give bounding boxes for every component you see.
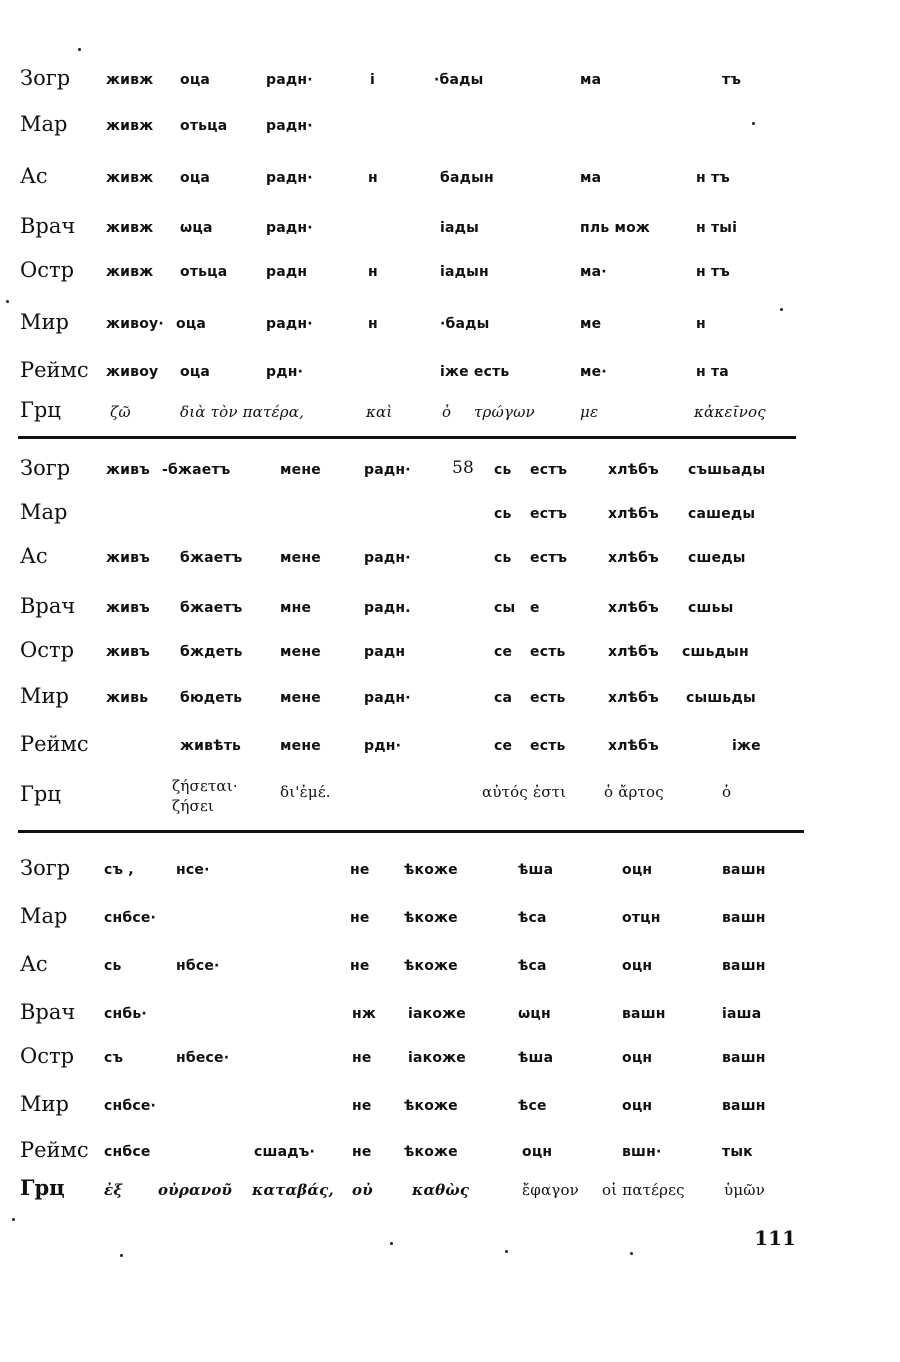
cell: ὁ <box>442 403 452 421</box>
table-row <box>0 952 900 1000</box>
scan-speck <box>6 300 9 303</box>
table-row <box>0 1175 900 1224</box>
row-label: Остр <box>20 1044 75 1068</box>
scan-speck <box>780 308 783 311</box>
cell: ѣкоже <box>404 862 458 878</box>
cell: тык <box>722 1144 753 1160</box>
cell: радн· <box>266 170 313 186</box>
cell: хлѣбъ <box>608 462 659 478</box>
cell: оцн <box>622 958 653 974</box>
cell: вашн <box>722 1098 766 1114</box>
divider <box>18 830 804 833</box>
cell: нбесе· <box>176 1050 230 1066</box>
cell: вашн <box>722 1050 766 1066</box>
cell: ѣкоже <box>404 910 458 926</box>
cell: не <box>352 1144 372 1160</box>
cell: отьца <box>180 264 228 280</box>
cell: бжаетъ <box>180 600 243 616</box>
row-label: Остр <box>20 638 75 662</box>
cell: естъ <box>530 462 568 478</box>
cell: живж <box>106 264 154 280</box>
row-label: Реймс <box>20 358 89 382</box>
cell: ἔφαγον <box>522 1181 579 1199</box>
cell: ме <box>580 316 602 332</box>
table-row <box>0 310 900 358</box>
cell: -бжаетъ <box>162 462 231 478</box>
cell: не <box>350 862 370 878</box>
cell: οὐ <box>352 1181 373 1199</box>
cell: мене <box>280 690 321 706</box>
cell: вашн <box>622 1006 666 1022</box>
cell: се <box>494 738 513 754</box>
cell: καταβάς, <box>252 1181 334 1199</box>
cell: оца <box>180 364 211 380</box>
cell: мене <box>280 644 321 660</box>
cell: съ , <box>104 862 134 878</box>
table-row <box>0 66 900 114</box>
cell: ἐξ <box>104 1181 123 1199</box>
cell: бжаетъ <box>180 550 243 566</box>
cell: сь <box>494 462 512 478</box>
cell: н <box>368 264 378 280</box>
row-label: Мир <box>20 684 69 708</box>
cell: іакоже <box>408 1006 466 1022</box>
divider <box>18 436 796 439</box>
cell: ѣсе <box>518 1098 547 1114</box>
cell: н тъ <box>696 264 730 280</box>
row-label: Зогр <box>20 66 71 90</box>
table-row <box>0 544 900 592</box>
scan-speck <box>12 1218 15 1221</box>
cell: живѣть <box>180 738 242 754</box>
cell: нж <box>352 1006 377 1022</box>
cell: ζῶ <box>110 403 131 421</box>
cell: радн· <box>266 220 313 236</box>
row-label: Остр <box>20 258 75 282</box>
table-row <box>0 1000 900 1048</box>
cell: оца <box>180 72 211 88</box>
cell: сы <box>494 600 516 616</box>
cell: με <box>580 403 599 421</box>
cell: не <box>350 958 370 974</box>
cell: оцн <box>522 1144 553 1160</box>
scan-speck <box>390 1242 393 1245</box>
table-row <box>0 684 900 732</box>
cell: радн· <box>364 550 411 566</box>
row-label: Грц <box>20 782 61 806</box>
cell: отьца <box>180 118 228 134</box>
cell: хлѣбъ <box>608 738 659 754</box>
cell: есть <box>530 690 566 706</box>
cell: ѣша <box>518 1050 554 1066</box>
cell: радн· <box>364 462 411 478</box>
cell: іже есть <box>440 364 510 380</box>
scan-speck <box>752 122 755 125</box>
row-label: Ас <box>20 164 48 188</box>
row-label: Реймс <box>20 1138 89 1162</box>
scan-speck <box>505 1250 508 1253</box>
cell: ·бады <box>434 72 484 88</box>
cell: живж <box>106 170 154 186</box>
cell: бждеть <box>180 644 243 660</box>
scan-speck <box>120 1254 123 1257</box>
cell: сшадъ· <box>254 1144 315 1160</box>
cell: живоу· <box>106 316 164 332</box>
cell: живъ <box>106 644 150 660</box>
table-row <box>0 776 900 820</box>
row-label: Мар <box>20 500 68 524</box>
cell: сь <box>104 958 122 974</box>
cell: рдн· <box>364 738 402 754</box>
row-label: Мар <box>20 904 68 928</box>
cell: ѣкоже <box>404 1098 458 1114</box>
cell: снбсе <box>104 1144 151 1160</box>
row-label: Врач <box>20 594 76 618</box>
table-row <box>0 1092 900 1140</box>
cell: вашн <box>722 958 766 974</box>
table-row <box>0 638 900 686</box>
cell: радн· <box>266 72 313 88</box>
cell: οἱ πατέρες <box>602 1181 685 1199</box>
cell: αὐτός ἐστι <box>482 783 567 801</box>
cell: мене <box>280 738 321 754</box>
table-row <box>0 164 900 212</box>
cell: καὶ <box>366 403 393 421</box>
cell: живж <box>106 118 154 134</box>
cell: бадын <box>440 170 494 186</box>
row-label: Мир <box>20 310 69 334</box>
cell: оца <box>180 170 211 186</box>
cell: іадын <box>440 264 489 280</box>
cell: ѡцн <box>518 1006 551 1022</box>
table-row <box>0 1044 900 1092</box>
table-row <box>0 214 900 262</box>
row-label: Ас <box>20 952 48 976</box>
table-row <box>0 594 900 642</box>
row-label: Врач <box>20 214 76 238</box>
cell: κἀκεῖνος <box>694 403 766 421</box>
cell: оцн <box>622 1098 653 1114</box>
cell: снбсе· <box>104 1098 157 1114</box>
cell: вашн <box>722 862 766 878</box>
table-row <box>0 904 900 952</box>
cell: ѣса <box>518 958 547 974</box>
cell: ѣкоже <box>404 958 458 974</box>
table-row <box>0 732 900 780</box>
cell: пль мож <box>580 220 651 236</box>
table-row <box>0 112 900 160</box>
cell: ѣкоже <box>404 1144 458 1160</box>
row-label: Ас <box>20 544 48 568</box>
cell: мене <box>280 550 321 566</box>
cell: іже <box>732 738 761 754</box>
cell: хлѣбъ <box>608 644 659 660</box>
cell: сшьдын <box>682 644 749 660</box>
cell: καθὼς <box>412 1181 470 1199</box>
cell: ·бады <box>440 316 490 332</box>
cell: естъ <box>530 550 568 566</box>
page-number: 111 <box>754 1226 796 1250</box>
cell: ма <box>580 170 602 186</box>
cell: ѡца <box>180 220 213 236</box>
cell: отцн <box>622 910 661 926</box>
row-label: Реймс <box>20 732 89 756</box>
cell: сшеды <box>688 550 746 566</box>
cell: радн· <box>266 316 313 332</box>
cell: живъ <box>106 550 150 566</box>
cell: н <box>696 316 706 332</box>
table-row <box>0 358 900 406</box>
cell: ὁ ἄρτος <box>604 783 664 801</box>
cell: ζήσεται· <box>172 777 238 795</box>
row-label: Грц <box>20 1175 65 1200</box>
cell: 58 <box>452 458 475 478</box>
cell: естъ <box>530 506 568 522</box>
cell: ѣса <box>518 910 547 926</box>
cell: не <box>352 1050 372 1066</box>
cell: ма· <box>580 264 607 280</box>
cell: оца <box>176 316 207 332</box>
cell: радн <box>364 644 406 660</box>
cell: живоу <box>106 364 159 380</box>
cell: са <box>494 690 513 706</box>
cell: οὐρανοῦ <box>158 1181 233 1199</box>
cell: радн <box>266 264 308 280</box>
row-label: Мир <box>20 1092 69 1116</box>
cell: се <box>494 644 513 660</box>
cell: мене <box>280 462 321 478</box>
cell: радн· <box>266 118 313 134</box>
cell: ѣша <box>518 862 554 878</box>
cell: і <box>370 72 375 88</box>
cell: ζήσει <box>172 797 215 815</box>
cell: бюдеть <box>180 690 243 706</box>
row-label: Врач <box>20 1000 76 1024</box>
cell: нсе· <box>176 862 210 878</box>
cell: іаша <box>722 1006 762 1022</box>
cell: τρώγων <box>474 403 535 421</box>
cell: живж <box>106 72 154 88</box>
cell: н та <box>696 364 729 380</box>
row-label: Зогр <box>20 456 71 480</box>
cell: сшьы <box>688 600 734 616</box>
row-label: Зогр <box>20 856 71 880</box>
cell: н <box>368 170 378 186</box>
cell: н тъ <box>696 170 730 186</box>
cell: оцн <box>622 1050 653 1066</box>
cell: снбсе· <box>104 910 157 926</box>
cell: сашеды <box>688 506 756 522</box>
cell: оцн <box>622 862 653 878</box>
cell: съшьады <box>688 462 766 478</box>
cell: рдн· <box>266 364 304 380</box>
row-label: Грц <box>20 398 61 422</box>
cell: тъ <box>722 72 742 88</box>
table-row <box>0 398 900 446</box>
cell: снбь· <box>104 1006 147 1022</box>
cell: живъ <box>106 600 150 616</box>
table-row <box>0 456 900 504</box>
cell: ὁ <box>722 783 732 801</box>
cell: іакоже <box>408 1050 466 1066</box>
cell: есть <box>530 738 566 754</box>
cell: мне <box>280 600 312 616</box>
cell: радн. <box>364 600 411 616</box>
cell: сь <box>494 550 512 566</box>
cell: не <box>352 1098 372 1114</box>
table-row <box>0 258 900 306</box>
cell: δι'ἐμέ. <box>280 783 331 801</box>
cell: ὑμῶν <box>724 1181 766 1199</box>
cell: вашн <box>722 910 766 926</box>
cell: не <box>350 910 370 926</box>
cell: есть <box>530 644 566 660</box>
cell: радн· <box>364 690 411 706</box>
table-row <box>0 500 900 548</box>
row-label: Мар <box>20 112 68 136</box>
cell: е <box>530 600 540 616</box>
cell: хлѣбъ <box>608 550 659 566</box>
cell: ма <box>580 72 602 88</box>
cell: живж <box>106 220 154 236</box>
cell: н тыі <box>696 220 738 236</box>
scan-speck <box>78 48 81 51</box>
cell: живь <box>106 690 149 706</box>
cell: нбсе· <box>176 958 220 974</box>
cell: хлѣбъ <box>608 506 659 522</box>
cell: ме· <box>580 364 607 380</box>
cell: іады <box>440 220 480 236</box>
cell: н <box>368 316 378 332</box>
cell: хлѣбъ <box>608 690 659 706</box>
cell: живъ <box>106 462 150 478</box>
table-row <box>0 856 900 904</box>
cell: сь <box>494 506 512 522</box>
cell: съ <box>104 1050 124 1066</box>
scan-speck <box>630 1252 633 1255</box>
cell: διὰ τὸν πατέρα, <box>180 403 305 421</box>
cell: сышьды <box>686 690 756 706</box>
cell: хлѣбъ <box>608 600 659 616</box>
cell: вшн· <box>622 1144 662 1160</box>
